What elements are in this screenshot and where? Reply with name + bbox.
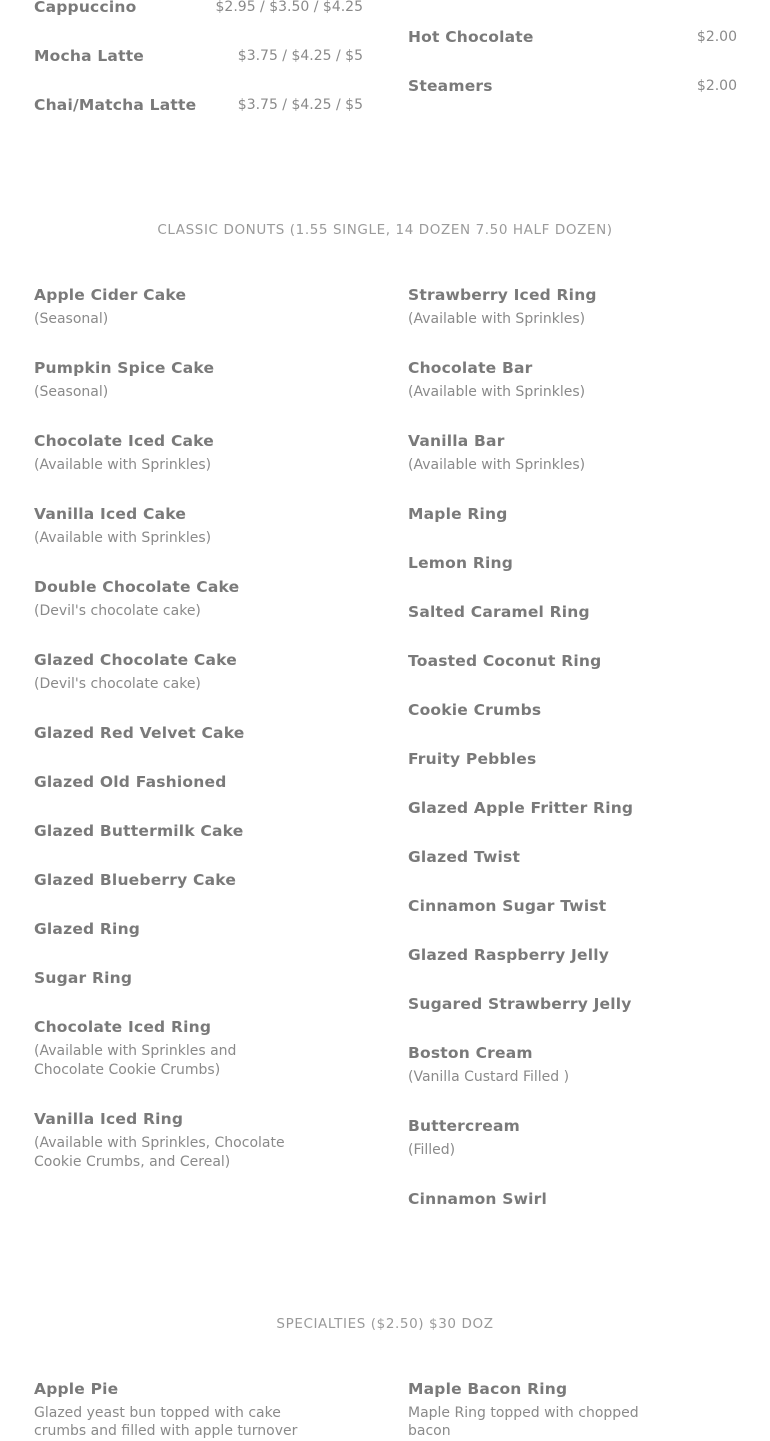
menu-item-name: Chocolate Bar (408, 359, 533, 377)
menu-item-description: Maple Ring topped with chopped (408, 1405, 639, 1421)
menu-item-description: (Available with Sprinkles) (408, 384, 586, 400)
menu-item-description: (Available with Sprinkles) (408, 311, 586, 327)
menu-item-description: (Available with Sprinkles, Chocolate (34, 1135, 285, 1151)
menu-item-price: $3.75 / $4.25 / $5 (237, 48, 363, 64)
menu-item-description: crumbs and filled with apple turnover (34, 1423, 298, 1439)
menu-item-name: Boston Cream (408, 1044, 533, 1062)
menu-item-name: Glazed Old Fashioned (34, 773, 227, 791)
section-heading: CLASSIC DONUTS (1.55 SINGLE, 14 DOZEN 7.50 HALF DOZEN) (157, 222, 613, 238)
menu-item-name: Glazed Raspberry Jelly (408, 946, 610, 964)
menu-item-price: $2.00 (696, 29, 737, 45)
menu-item-name: Sugar Ring (34, 969, 133, 987)
menu-item-description: (Available with Sprinkles) (34, 530, 212, 546)
menu-item-name: Glazed Twist (408, 848, 521, 866)
menu-item-description: (Filled) (408, 1142, 456, 1158)
menu-item-name: Sugared Strawberry Jelly (408, 995, 632, 1013)
menu-item-price: $3.75 / $4.25 / $5 (237, 97, 363, 113)
menu-item-description: (Available with Sprinkles and (34, 1043, 237, 1059)
menu-item-description: (Vanilla Custard Filled ) (408, 1069, 570, 1085)
menu-item-name: Vanilla Iced Cake (34, 505, 187, 523)
menu-item-name: Vanilla Iced Ring (34, 1110, 184, 1128)
menu-item-name: Pumpkin Spice Cake (34, 359, 215, 377)
menu-item-name: Cinnamon Sugar Twist (408, 897, 607, 915)
menu-item-description: Chocolate Cookie Crumbs) (34, 1062, 221, 1078)
menu-item-description: (Devil's chocolate cake) (34, 676, 201, 692)
menu-item-name: Cinnamon Swirl (408, 1190, 548, 1208)
menu-item-name: Glazed Blueberry Cake (34, 871, 237, 889)
menu-item-description: (Devil's chocolate cake) (34, 603, 201, 619)
menu-item-name: Buttercream (408, 1117, 520, 1135)
section-heading: SPECIALTIES ($2.50) $30 DOZ (276, 1316, 494, 1332)
menu-item-name: Fruity Pebbles (408, 750, 537, 768)
menu-item-name: Hot Chocolate (408, 28, 534, 46)
menu-item-name: Cappuccino (34, 0, 137, 16)
menu-item-name: Mocha Latte (34, 47, 145, 65)
menu-item-name: Cookie Crumbs (408, 701, 542, 719)
menu-item-name: Salted Caramel Ring (408, 603, 590, 621)
menu-item-name: Glazed Ring (34, 920, 141, 938)
menu-item-name: Apple Cider Cake (34, 286, 187, 304)
menu-item-price: $2.95 / $3.50 / $4.25 (215, 0, 363, 15)
menu-item-description: (Seasonal) (34, 384, 109, 400)
menu-item-name: Double Chocolate Cake (34, 578, 240, 596)
menu-item-name: Maple Ring (408, 505, 508, 523)
menu-item-name: Vanilla Bar (408, 432, 505, 450)
menu-item-description: (Available with Sprinkles) (34, 457, 212, 473)
menu-item-name: Steamers (408, 77, 493, 95)
menu-item-name: Chocolate Iced Ring (34, 1018, 212, 1036)
menu-item-description: bacon (408, 1423, 451, 1439)
menu-item-name: Glazed Chocolate Cake (34, 651, 237, 669)
menu-item-name: Glazed Buttermilk Cake (34, 822, 244, 840)
menu-item-description: Glazed yeast bun topped with cake (34, 1405, 281, 1421)
menu-item-name: Chocolate Iced Cake (34, 432, 214, 450)
menu-item-name: Glazed Red Velvet Cake (34, 724, 245, 742)
menu-item-name: Maple Bacon Ring (408, 1380, 568, 1398)
menu-item-name: Lemon Ring (408, 554, 513, 572)
menu-item-name: Strawberry Iced Ring (408, 286, 597, 304)
menu-item-description: Cookie Crumbs, and Cereal) (34, 1154, 231, 1170)
menu-item-name: Chai/Matcha Latte (34, 96, 197, 114)
menu-item-name: Toasted Coconut Ring (408, 652, 602, 670)
menu-item-price: $2.00 (696, 78, 737, 94)
menu-item-description: (Seasonal) (34, 311, 109, 327)
menu-item-name: Glazed Apple Fritter Ring (408, 799, 634, 817)
menu-item-description: (Available with Sprinkles) (408, 457, 586, 473)
menu-item-name: Apple Pie (34, 1380, 119, 1398)
